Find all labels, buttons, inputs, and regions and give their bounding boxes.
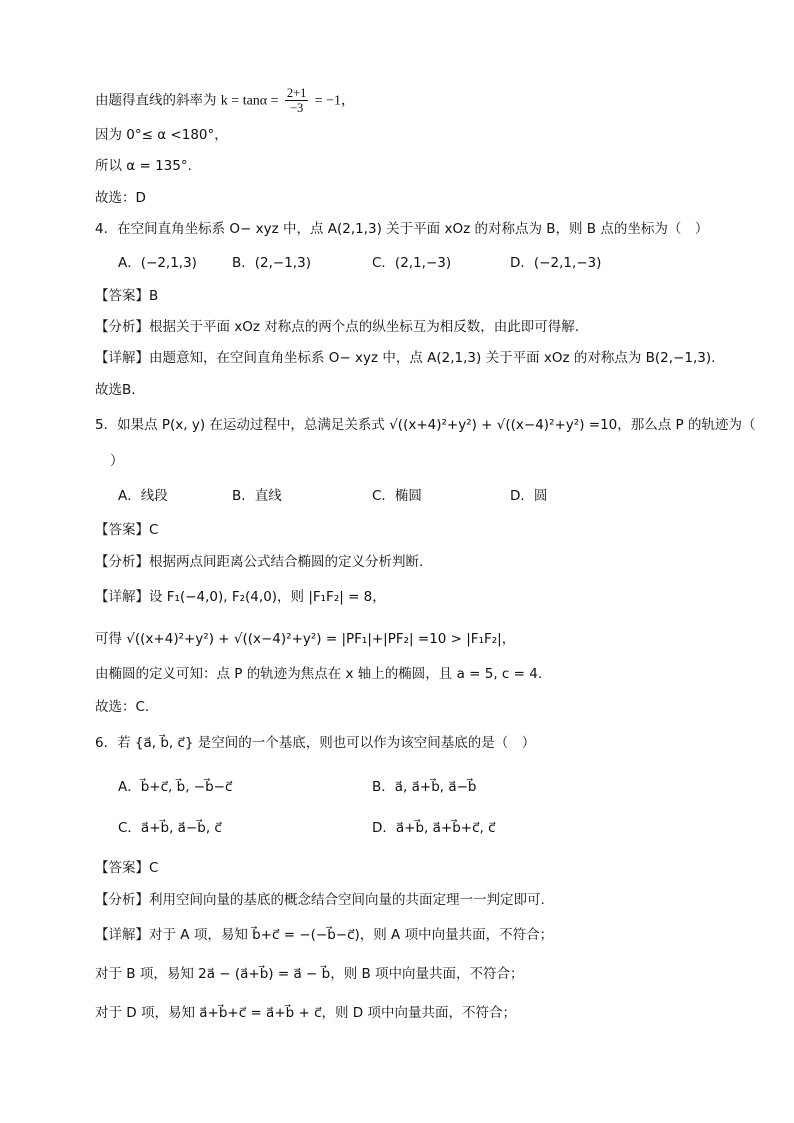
q4-choose: 故选B.: [95, 382, 136, 398]
solution-line-slope: [95, 86, 734, 115]
q5-option-d: D．圆: [510, 488, 548, 504]
q5-detail-2: 可得 √((x+4)²+y²) + √((x−4)²+y²) = |PF₁|+|PF₂| =10 > |F₁F₂|，: [95, 631, 516, 647]
question-5-stem: 5．如果点 P(x, y) 在运动过程中，总满足关系式 √((x+4)²+y²) + √((x−4)²+y²) =10，那么点 P 的轨迹为（: [95, 417, 756, 433]
q5-detail-3: 由椭圆的定义可知：点 P 的轨迹为焦点在 x 轴上的椭圆，且 a = 5, c = 4.: [95, 666, 543, 682]
q5-analysis: 【分析】根据两点间距离公式结合椭圆的定义分析判断.: [95, 554, 424, 570]
q5-choose: 故选：C.: [95, 699, 150, 715]
q4-answer: 【答案】B: [95, 288, 159, 304]
q4-analysis: 【分析】根据关于平面 xOz 对称点的两个点的纵坐标互为相反数，由此即可得解.: [95, 319, 580, 335]
slope-formula: k = tanα =: [220, 93, 279, 109]
question-4-stem: 4．在空间直角坐标系 O− xyz 中，点 A(2,1,3) 关于平面 xOz 的对称点为 B，则 B 点的坐标为（ ）: [95, 221, 709, 237]
q6-analysis: 【分析】利用空间向量的基底的概念结合空间向量的共面定理一一判定即可.: [95, 892, 545, 908]
solution-line-angle: 所以 α = 135°.: [95, 158, 192, 174]
q4-detail: 【详解】由题意知，在空间直角坐标系 O− xyz 中，点 A(2,1,3) 关于平面 xOz 的对称点为 B(2,−1,3).: [95, 350, 716, 366]
q6-detail-3: 对于 D 项，易知 a⃗+b⃗+c⃗ = a⃗+b⃗ + c⃗，则 D 项中向量共面，不符合；: [95, 1005, 516, 1021]
q6-detail: 【详解】对于 A 项，易知 b⃗+c⃗ = −(−b⃗−c⃗)，则 A 项中向量共面，不符合；: [95, 927, 554, 943]
q6-answer: 【答案】C: [95, 860, 159, 876]
q4-option-d: D．(−2,1,−3): [510, 255, 602, 271]
q5-option-c: C．椭圆: [372, 488, 422, 504]
q6-option-a: A．b⃗+c⃗, b⃗, −b⃗−c⃗: [118, 779, 233, 795]
fraction-numerator: 2+1: [286, 86, 307, 100]
slope-text: 由题得直线的斜率为: [95, 92, 217, 109]
q6-detail-2: 对于 B 项，易知 2a⃗ − (a⃗+b⃗) = a⃗ − b⃗，则 B 项中向量共面，不符合；: [95, 966, 524, 982]
fraction-denominator: −3: [289, 101, 304, 115]
q6-option-b: B．a⃗, a⃗+b⃗, a⃗−b⃗: [372, 779, 477, 795]
solution-line-choose: 故选：D: [95, 190, 146, 206]
solution-line-range: 因为 0°≤ α <180°，: [95, 127, 228, 143]
q5-option-a: A．线段: [118, 488, 168, 504]
q6-option-d: D．a⃗+b⃗, a⃗+b⃗+c⃗, c⃗: [372, 820, 496, 836]
question-5-stem-end: ）: [110, 453, 124, 469]
question-6-stem: 6．若 {a⃗, b⃗, c⃗} 是空间的一个基底，则也可以作为该空间基底的是（ ）: [95, 735, 536, 751]
q6-option-c: C．a⃗+b⃗, a⃗−b⃗, c⃗: [118, 820, 222, 836]
slope-result: = −1，: [314, 93, 355, 109]
q4-option-c: C．(2,1,−3): [372, 255, 452, 271]
q4-option-b: B．(2,−1,3): [232, 255, 311, 271]
q5-detail: 【详解】设 F₁(−4,0), F₂(4,0)，则 |F₁F₂| = 8，: [95, 589, 386, 605]
slope-fraction: [285, 86, 309, 115]
q4-option-a: A．(−2,1,3): [118, 255, 197, 271]
q5-answer: 【答案】C: [95, 522, 159, 538]
q5-option-b: B．直线: [232, 488, 282, 504]
